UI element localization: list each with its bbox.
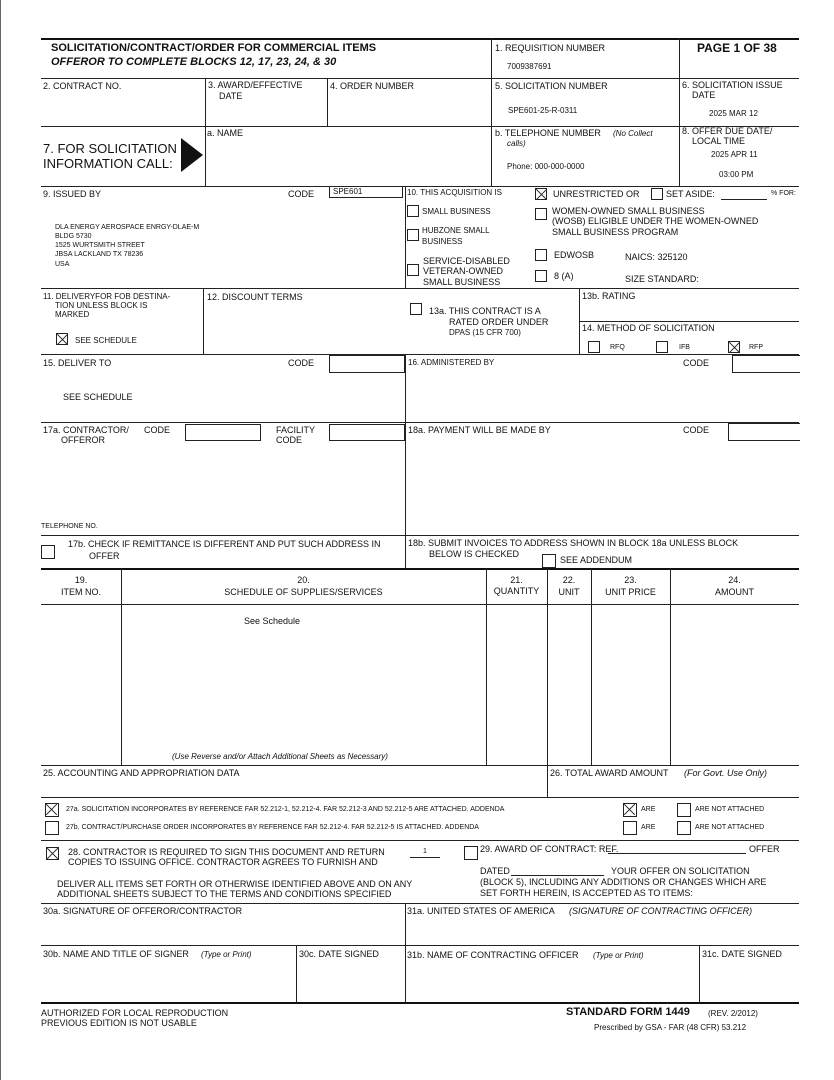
- accounting-label: 25. ACCOUNTING AND APPROPRIATION DATA: [43, 768, 240, 778]
- remittance-checkbox[interactable]: [41, 545, 55, 559]
- hubzone-checkbox[interactable]: [407, 229, 419, 241]
- administered-by-code-field[interactable]: [732, 355, 800, 373]
- contact-name-label: a. NAME: [207, 128, 244, 138]
- see-addendum-checkbox[interactable]: [542, 554, 556, 568]
- set-aside-checkbox[interactable]: [651, 188, 663, 200]
- administered-by-label: 16. ADMINISTERED BY: [408, 358, 495, 367]
- authorized-reproduction-note: AUTHORIZED FOR LOCAL REPRODUCTION: [41, 1008, 229, 1018]
- total-award-label: 26. TOTAL AWARD AMOUNT: [550, 768, 669, 778]
- offeror-date-signed-label: 30c. DATE SIGNED: [299, 949, 379, 959]
- payment-label: 18a. PAYMENT WILL BE MADE BY: [408, 425, 551, 435]
- naics-code: NAICS: 325120: [625, 252, 688, 262]
- telephone-no-label: TELEPHONE NO.: [41, 523, 98, 530]
- wosb-checkbox[interactable]: [535, 208, 547, 220]
- deliver-to-code-field[interactable]: [329, 355, 405, 373]
- issue-date-label: 6. SOLICITATION ISSUE: [682, 80, 783, 90]
- telephone-label: b. TELEPHONE NUMBER: [495, 128, 601, 138]
- contractor-code-field[interactable]: [185, 424, 261, 441]
- requisition-number-value: 7009387691: [507, 62, 552, 71]
- 27a-checkbox[interactable]: [45, 803, 59, 817]
- col-item-no: ITEM NO.: [61, 587, 101, 597]
- edwosb-checkbox[interactable]: [535, 249, 547, 261]
- 27b-are-not-checkbox[interactable]: [677, 821, 691, 835]
- facility-code-field[interactable]: [329, 424, 405, 441]
- sdvosb-checkbox[interactable]: [407, 264, 419, 276]
- order-number-label: 4. ORDER NUMBER: [330, 81, 415, 91]
- see-schedule-text: See Schedule: [244, 616, 301, 626]
- issue-date-value: 2025 MAR 12: [709, 109, 758, 118]
- telephone-value: Phone: 000-000-0000: [507, 162, 585, 171]
- solicitation-number-label: 5. SOLICITATION NUMBER: [495, 81, 608, 91]
- size-standard: SIZE STANDARD:: [625, 274, 699, 284]
- requisition-number-label: 1. REQUISITION NUMBER: [495, 43, 606, 53]
- 27a-are-not-checkbox[interactable]: [677, 803, 691, 817]
- form-subtitle: OFFEROR TO COMPLETE BLOCKS 12, 17, 23, 24, & 30: [51, 56, 337, 68]
- fob-see-schedule-checkbox[interactable]: [56, 333, 68, 345]
- acquisition-label: 10. THIS ACQUISITION IS: [407, 188, 502, 197]
- discount-terms-label: 12. DISCOUNT TERMS: [207, 292, 303, 302]
- unrestricted-checkbox[interactable]: [535, 188, 547, 200]
- col-schedule: SCHEDULE OF SUPPLIES/SERVICES: [224, 587, 383, 597]
- offer-due-time: 03:00 PM: [719, 170, 754, 179]
- standard-form-1449: SOLICITATION/CONTRACT/ORDER FOR COMMERCIAL ITEMS OFFEROR TO COMPLETE BLOCKS 12, 17, 23, 24, & 30 1. REQUISITION NUMBER 7009387691 PAGE 1 OF 38 2. CONTRACT NO. 3. AWARD/EFFECTIVE DATE 4. ORDER NUMBER 5. SOLICITATION NUMBER SPE601-25-R-0311 6. SOLICITATION ISSUE DATE 2025 MAR 12 7. FOR SOLICITATION INFORMATION CALL: a. NAME b. TELEPHONE NUMBER (No Collect calls) Phone: 000-000-0000 8. OFFER DUE DATE/ LOCAL TIME 2025 APR 11 03:00 PM 9. ISSUED BY CODE SPE601 DLA ENERGY AEROSPACE ENRGY-DLAE-M BLDG 5730 1525 WURTSMITH STREET JBSA LACKLAND TX 78236 USA 10. THIS ACQUISITION IS UNRESTRICTED OR SET ASIDE: % FOR: SMALL BUSINESS HUBZONE SMALL BUSINESS SERVICE-DISABLED VETERAN-OWNED SMALL BUSINESS WOMEN-OWNED SMALL BUSINESS (WOSB) ELIGIBLE UNDER THE WOMEN-OWNED SMALL BUSINESS PROGRAM EDWOSB NAICS: 325120 8 (A) SIZE STANDARD: 11. DELIVERYFOR FOB DESTINA- TION UNLESS BLOCK IS MARKED SEE SCHEDULE 12. DISCOUNT TERMS 13a. THIS CONTRACT IS A RATED ORDER UNDER DPAS (15 CFR 700) 13b. RATING 14. METHOD OF SOLICITATION RFQ IFB RFP 15. DELIVER TO CODE SEE SCHEDULE 16. ADMINISTERED BY CODE 17a. CONTRACTOR/ OFFEROR CODE FACILITY CODE TELEPHONE NO. 18a. PAYMENT WILL BE MADE BY CODE 17b. CHECK IF REMITTANCE IS DIFFERENT AND PUT SUCH ADDRESS IN OFFER 18b. SUBMIT INVOICES TO ADDRESS SHOWN IN BLOCK 18a UNLESS BLOCK BELOW IS CHECKED SEE ADDENDUM 19. ITEM NO. 20. SCHEDULE OF SUPPLIES/SERVICES 21. QUANTITY 22. UNIT 23. UNIT PRICE 24. AMOUNT See Schedule (Use Reverse and/or Attach Additional Sheets as Necessary) 25. ACCOUNTING AND APPROPRIATION DATA 26. TOTAL AWARD AMOUNT (For Govt. Use Only) 27a. SOLICITATION INCORPORATES BY REFERENCE FAR 52.212-1, 52.212-4. FAR 52.212-3 AND 52.212-5 ARE ATTACHED. ADDENDA ARE ARE NOT ATTACHED 27b. CONTRACT/PURCHASE ORDER INCORPORATES BY REFERENCE FAR 52.212-4. FAR 52.212-5 IS ATTACHED. ADDENDA ARE ARE NOT ATTACHED 28. CONTRACTOR IS REQUIRED TO SIGN THIS DOCUMENT AND RETURN 1 COPIES TO ISSUING OFFICE. CONTRACTOR AGREES TO FURNISH AND DELIVER ALL ITEMS SET FORTH OR OTHERWISE IDENTIFIED ABOVE AND ON ANY ADDITIONAL SHEETS SUBJECT TO THE TERMS AND CONDITIONS SPECIFIED 29. AWARD OF CONTRACT: REF. OFFER DATED YOUR OFFER ON SOLICITATION (BLOCK 5), INCLUDING ANY ADDITIONS OR CHANGES WHICH ARE SET FORTH HEREIN, IS ACCEPTED AS TO ITEMS: 30a. SIGNATURE OF OFFEROR/CONTRACTOR 31a. UNITED STATES OF AMERICA (SIGNATURE OF CONTRACTING OFFICER) 30b. NAME AND TITLE OF SIGNER (Type or Print) 30c. DATE SIGNED 31b. NAME OF CONTRACTING OFFICER (Type or Print) 31c. DATE SIGNED AUTHORIZED FOR LOCAL REPRODUCTION PREVIOUS EDITION IS NOT USABLE STANDARD FORM 1449 (REV. 2/2012) Prescribed by GSA - FAR (48 CFR) 53.212: [0, 0, 834, 1080]
- solicitation-info-label: 7. FOR SOLICITATION: [43, 141, 177, 156]
- delivery-fob-label: 11. DELIVERYFOR FOB DESTINA-: [43, 292, 171, 301]
- form-top-border: [41, 38, 799, 40]
- prescribed-by: Prescribed by GSA - FAR (48 CFR) 53.212: [594, 1023, 747, 1032]
- submit-invoices-label: 18b. SUBMIT INVOICES TO ADDRESS SHOWN IN BLOCK 18a UNLESS BLOCK: [408, 538, 739, 548]
- co-date-signed-label: 31c. DATE SIGNED: [702, 949, 782, 959]
- contractor-label: 17a. CONTRACTOR/: [43, 425, 129, 435]
- rfq-checkbox[interactable]: [588, 341, 600, 353]
- signer-name-label: 30b. NAME AND TITLE OF SIGNER: [43, 949, 189, 959]
- offeror-signature-label: 30a. SIGNATURE OF OFFEROR/CONTRACTOR: [43, 906, 243, 916]
- solicitation-number-value: SPE601-25-R-0311: [508, 106, 578, 115]
- 27b-are-checkbox[interactable]: [623, 821, 637, 835]
- offer-due-label: 8. OFFER DUE DATE/: [682, 126, 773, 136]
- 29-checkbox[interactable]: [464, 846, 478, 860]
- reverse-note: (Use Reverse and/or Attach Additional Sheets as Necessary): [172, 752, 388, 761]
- issued-by-code-field[interactable]: SPE601: [329, 186, 403, 198]
- col-unit: UNIT: [558, 587, 580, 597]
- 27b-checkbox[interactable]: [45, 821, 59, 835]
- col-unit-price: UNIT PRICE: [605, 587, 656, 597]
- 28-checkbox[interactable]: [46, 847, 59, 860]
- copies-count: 1: [423, 848, 427, 855]
- rating-label: 13b. RATING: [582, 291, 636, 301]
- page-count: PAGE 1 OF 38: [697, 41, 777, 55]
- offer-due-date: 2025 APR 11: [711, 150, 758, 159]
- form-number: STANDARD FORM 1449: [566, 1006, 690, 1018]
- rfp-checkbox[interactable]: [728, 341, 740, 353]
- 27a-are-checkbox[interactable]: [623, 803, 637, 817]
- issued-by-label: 9. ISSUED BY: [43, 189, 102, 199]
- col-amount: AMOUNT: [715, 587, 754, 597]
- issuer-address-line: DLA ENERGY AEROSPACE ENRGY-DLAE-M: [55, 224, 200, 231]
- co-name-label: 31b. NAME OF CONTRACTING OFFICER: [407, 950, 579, 960]
- contract-no-label: 2. CONTRACT NO.: [43, 81, 122, 91]
- co-signature-label: 31a. UNITED STATES OF AMERICA: [407, 906, 555, 916]
- ifb-checkbox[interactable]: [656, 341, 668, 353]
- 8a-checkbox[interactable]: [535, 270, 547, 282]
- award-of-contract-label: 29. AWARD OF CONTRACT: REF.: [480, 844, 619, 854]
- payment-code-field[interactable]: [728, 423, 800, 441]
- form-title: SOLICITATION/CONTRACT/ORDER FOR COMMERCIAL ITEMS: [51, 42, 377, 54]
- small-business-checkbox[interactable]: [407, 205, 419, 217]
- col-quantity: QUANTITY: [493, 586, 540, 596]
- award-date-label: 3. AWARD/EFFECTIVE: [208, 80, 303, 90]
- method-of-solicitation-label: 14. METHOD OF SOLICITATION: [582, 323, 715, 333]
- rated-order-checkbox[interactable]: [410, 303, 422, 315]
- arrow-right-icon: [181, 138, 205, 172]
- deliver-to-label: 15. DELIVER TO: [43, 358, 112, 368]
